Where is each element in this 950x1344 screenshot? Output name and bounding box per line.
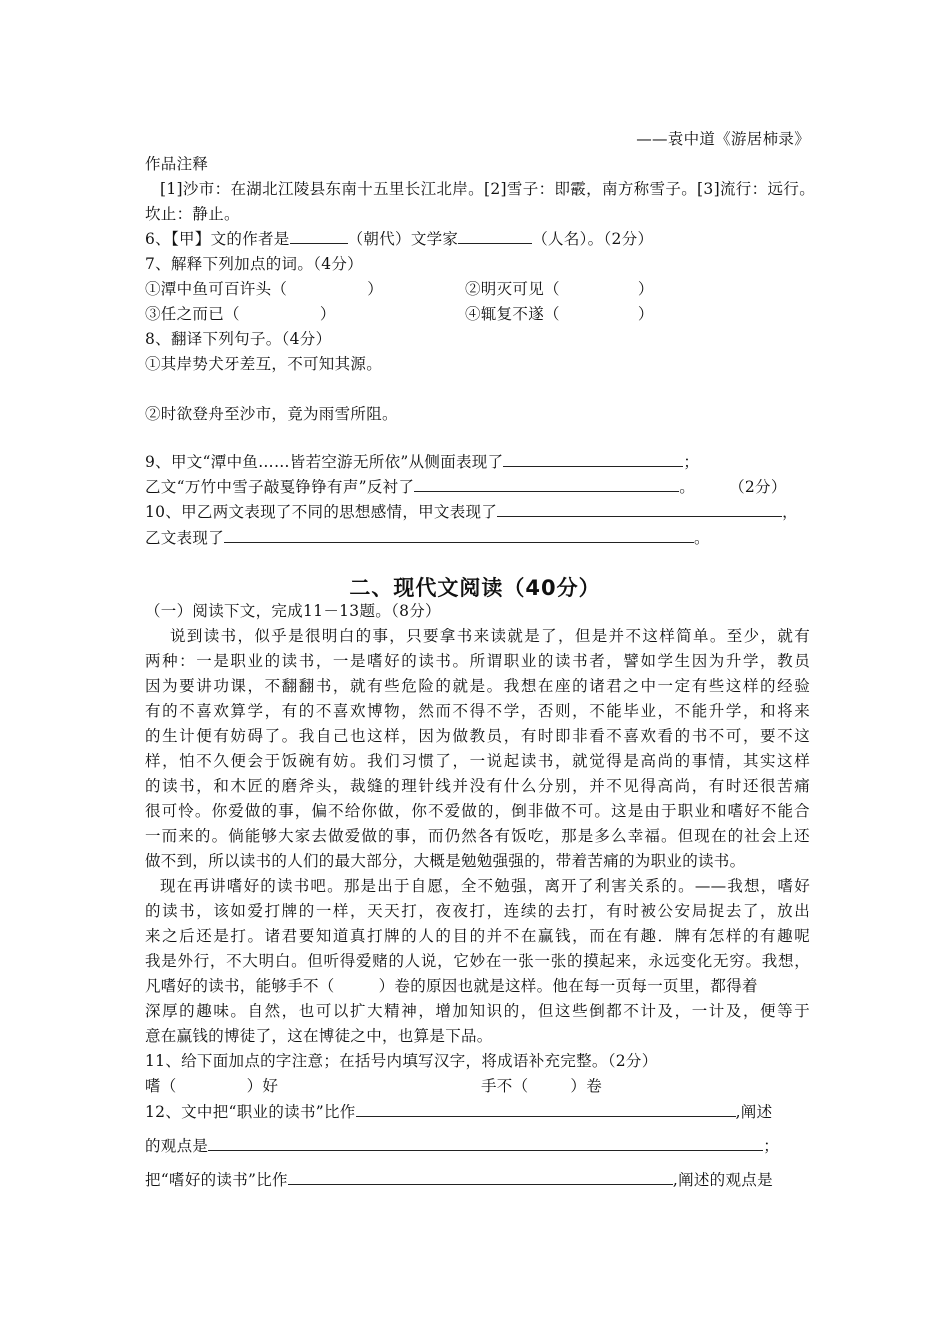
passage-line: 一而来的。倘能够大家去做爱做的事，而仍然各有饭吃，那是多么幸福。但现在的社会上还 xyxy=(145,827,810,845)
passage-line: 样，怕不久便会于饭碗有妨。我们习惯了，一说起读书，就觉得是高尚的事情，其实这样 xyxy=(145,752,810,770)
passage-line: 说到读书，似乎是很明白的事，只要拿书来读就是了，但是并不这样简单。至少，就有 xyxy=(170,627,810,645)
question-7-row: ①潭中鱼可百许头（ ） ②明灭可见（ ） xyxy=(145,280,654,298)
passage-line: 凡嗜好的读书，能够手不（ ）卷的原因也就是这样。他在每一页每一页里，都得着 xyxy=(145,977,758,995)
answer-blank[interactable] xyxy=(503,450,683,467)
answer-blank[interactable] xyxy=(290,227,348,244)
question-8-title: 8、翻译下列句子。（4分） xyxy=(145,330,332,348)
answer-blank[interactable] xyxy=(356,1100,736,1117)
section-title: 二、现代文阅读（40分） xyxy=(349,576,601,600)
notes-line: [1]沙市：在湖北江陵县东南十五里长江北岸。[2]雪子：即霰，南方称雪子。[3]流行：远行。 xyxy=(160,180,815,198)
question-9-line: 9、甲文“潭中鱼……皆若空游无所依”从侧面表现了 ； xyxy=(145,450,810,475)
question-8-sentence: ①其岸势犬牙差互，不可知其源。 xyxy=(145,355,383,373)
passage-line: 做不到，所以读书的人们的最大部分，大概是勉勉强强的，带着苦痛的为职业的读书。 xyxy=(145,852,746,870)
question-7-row: ③任之而已（ ） ④辄复不遂（ ） xyxy=(145,305,654,323)
passage-line: 我是外行，不大明白。但听得爱赌的人说，它妙在一张一张的摸起来，永远变化无穷。我想， xyxy=(145,952,810,970)
passage-line: 的读书，该如爱打牌的一样，天天打，夜夜打，连续的去打，有时被公安局捉去了，放出 xyxy=(145,902,810,920)
question-11-title: 11、给下面加点的字注意；在括号内填写汉字，将成语补充完整。（2分） xyxy=(145,1052,658,1070)
question-12-line: 的观点是 ； xyxy=(145,1134,810,1159)
question-10-line: 乙文表现了 。 xyxy=(145,526,810,551)
passage-line: 现在再讲嗜好的读书吧。那是出于自愿，全不勉强，离开了利害关系的。——我想，嗜好 xyxy=(160,877,810,895)
question-12-line: 12、文中把“职业的读书”比作 ,阐述 xyxy=(145,1100,810,1125)
question-10-line: 10、甲乙两文表现了不同的思想感情，甲文表现了 ， xyxy=(145,500,810,525)
question-6: 6、【甲】文的作者是 （朝代）文学家 （人名）。（2分） xyxy=(145,227,810,252)
answer-blank[interactable] xyxy=(288,1168,673,1185)
passage-line: 来之后还是打。诸君要知道真打牌的人的目的并不在赢钱，而在有趣．牌有怎样的有趣呢 xyxy=(145,927,810,945)
passage-line: 有的不喜欢算学，有的不喜欢博物，然而不得不学，否则，不能毕业，不能升学，和将来 xyxy=(145,702,810,720)
question-12-line: 把“嗜好的读书”比作 ,阐述的观点是 xyxy=(145,1168,810,1193)
answer-blank[interactable] xyxy=(458,227,532,244)
answer-blank[interactable] xyxy=(414,475,679,492)
passage-line: 很可怜。你爱做的事，偏不给你做，你不爱做的，倒非做不可。这是由于职业和嗜好不能合 xyxy=(145,802,810,820)
passage-line: 两种：一是职业的读书，一是嗜好的读书。所谓职业的读书者，譬如学生因为升学，教员 xyxy=(145,652,810,670)
question-8-sentence: ②时欲登舟至沙市，竟为雨雪所阻。 xyxy=(145,405,398,423)
passage-line: 的读书，和木匠的磨斧头，裁缝的理针线并没有什么分别，并不见得高尚，有时还很苦痛 xyxy=(145,777,810,795)
passage-line: 的生计便有妨碍了。我自己也这样，因为做教员，有时即非看不喜欢看的书不可，要不这 xyxy=(145,727,810,745)
answer-blank[interactable] xyxy=(497,500,782,517)
passage-line: 意在赢钱的博徒了，这在博徒之中，也算是下品。 xyxy=(145,1027,493,1045)
question-11-items: 嗜（ ）好 手不（ ）卷 xyxy=(145,1077,603,1095)
part-intro: （一）阅读下文，完成11－13题。（8分） xyxy=(145,602,441,620)
source-attribution: ——袁中道《游居柿录》 xyxy=(636,130,810,148)
notes-line: 坎止：静止。 xyxy=(145,205,240,223)
answer-blank[interactable] xyxy=(208,1134,763,1151)
answer-blank[interactable] xyxy=(224,526,694,543)
notes-heading: 作品注释 xyxy=(145,155,209,173)
question-9-line: 乙文“万竹中雪子敲戛铮铮有声”反衬了 。 （2分） xyxy=(145,475,810,500)
passage-line: 因为要讲功课，不翻翻书，就有些危险的就是。我想在座的诸君之中一定有些这样的经验 xyxy=(145,677,810,695)
passage-line: 深厚的趣味。自然，也可以扩大精神，增加知识的，但这些倒都不计及，一计及，便等于 xyxy=(145,1002,810,1020)
question-7-title: 7、解释下列加点的词。（4分） xyxy=(145,255,363,273)
